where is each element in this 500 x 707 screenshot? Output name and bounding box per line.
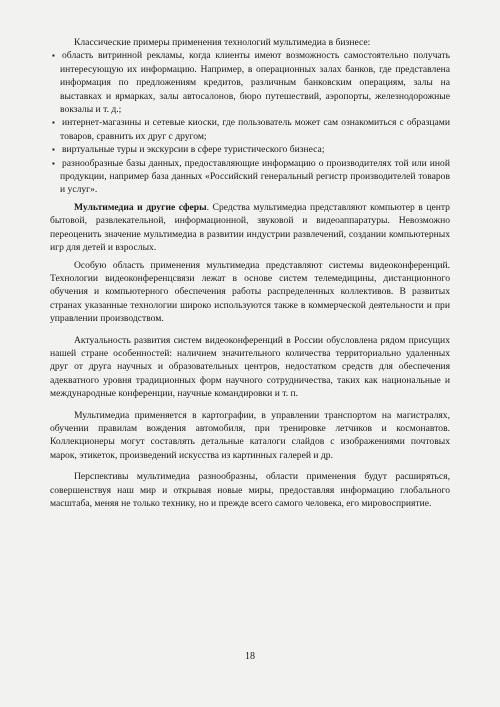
list-item <box>50 157 450 197</box>
paragraph-russia: Актуальность развития систем видеоконференций в России обусловлена рядом присущих нашей стране особенностей: наличием значительного количества территориально удаленных друг от друга научных и образовательных центров, недостатком средств для обеспечения адекватного уровня традиционных форм научного сотрудничества, таких как национальные и международные конференции, научные командировки и т. п. <box>50 334 450 400</box>
paragraph-multimedia-spheres <box>50 201 450 255</box>
list-item-text: виртуальные туры и экскурсии в сфере туристического бизнеса; <box>62 144 325 156</box>
list-item <box>50 116 450 143</box>
bullet-icon: ▪ <box>52 158 55 168</box>
section-heading: Мультимедиа и другие сферы <box>74 201 207 213</box>
list-item-text: разнообразные базы данных, предоставляющие информацию о производителях той или иной продукции, например база данных «Российский генеральный регистр производителей товаров и услуг». <box>60 157 450 196</box>
paragraph-text: . Средства мультимедиа представляют компьютер в центр бытовой, развлекательной, информационной, звуковой и видеоаппаратуры. Невозможно переоценить значение мультимедиа в развитии индустрии развлечений, создании компьютерных игр для детей и взрослых. <box>50 201 450 254</box>
paragraph-videoconference: Особую область применения мультимедиа представляют системы видеоконференций. Технологии видеоконференцсвязи лежат в основе систем телемедицины, дистанционного обучения и компьютерного обеспечения работы распределенных коллективов. В развитых странах указанные технологии широко используются также в коммерческой деятельности и при управлении производством. <box>50 259 450 325</box>
paragraph-perspectives: Перспективы мультимедиа разнообразны, области применения будут расширяться, совершенствуя наш мир и открывая новые миры, предоставляя информацию глобального масштаба, меняя не только технику, но и прежде всего самого человека, его мировосприятие. <box>50 471 450 509</box>
bullet-list <box>50 49 450 196</box>
bullet-icon: ▪ <box>52 51 55 61</box>
body-text <box>50 36 450 510</box>
page-number: 18 <box>245 651 255 662</box>
bullet-icon: ▪ <box>52 118 55 128</box>
list-item-text: область витринной рекламы, когда клиенты имеют возможность самостоятельно получать интересующую их информацию. Например, в операционных залах банков, где представлена информация по предложениям кредитов, различным банковским операциям, залы на выставках и ярмарках, залы автосалонов, бюро путешествий, аэропорты, железнодорожные вокзалы и т. д.; <box>60 50 450 116</box>
list-item <box>50 143 450 156</box>
list-item <box>50 49 450 116</box>
paragraph-cartography: Мультимедиа применяется в картографии, в управлении транспортом на магистралях, обучении правилам вождения автомобиля, при тренировке летчиков и космонавтов. Коллекционеры могут составлять детальные каталоги слайдов с изображениями почтовых марок, этикеток, произведений искусства из картинных галерей и др. <box>50 409 450 461</box>
list-item-text: интернет-магазины и сетевые киоски, где пользователь может сам ознакомиться с образцами товаров, сравнить их друг с другом; <box>60 117 450 142</box>
intro-paragraph: Классические примеры применения технологий мультимедиа в бизнесе: <box>74 37 371 48</box>
bullet-icon: ▪ <box>52 145 55 155</box>
